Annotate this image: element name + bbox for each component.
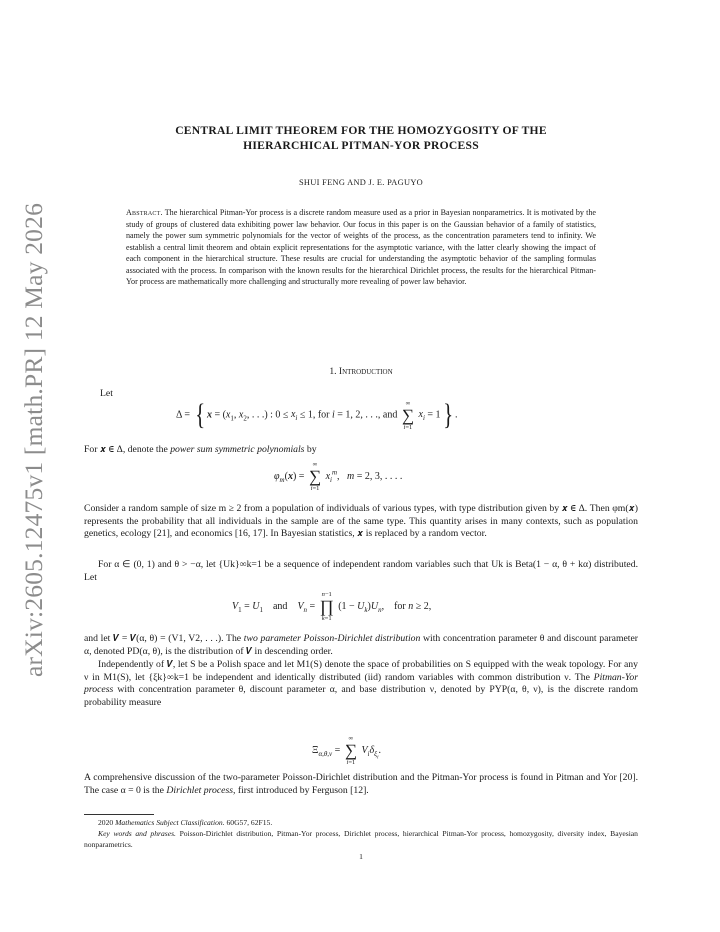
footnote-msc: 2020 Mathematics Subject Classification. 60G57, 62F15. xyxy=(98,818,273,827)
paragraph-poisson-dirichlet: and let 𝑽 = 𝑽(α, θ) = (V1, V2, . . .). The two parameter Poisson-Dirichlet distribution with concentration parameter θ and discount parameter α, denoted PD(α, θ), is the distribution of 𝑽 in descending order. xyxy=(84,633,639,657)
title-line-2: HIERARCHICAL PITMAN-YOR PROCESS xyxy=(243,139,479,152)
footnote-rule xyxy=(84,814,154,815)
paragraph-comprehensive: A comprehensive discussion of the two-parameter Poisson-Dirichlet distribution and the Pitman-Yor process is found in Pitman and Yor [20]. The case α = 0 is the Dirichlet process, first introduced by Ferguson [12]. xyxy=(84,772,638,796)
abstract-text: The hierarchical Pitman-Yor process is a discrete random measure used as a prior in Bayesian nonparametrics. It is motivated by the study of groups of clustered data exhibiting power law behavior. Our focus in this paper is on the Gaussian behavior of a family of statistics, namely the power sum symmetric polynomials for the vector of weights of the process, as the concentration parameters tend to infinity. We establish a central limit theorem and obtain explicit representations for the asymptotic variance, with the latter clearly showing the impact of each component in the hierarchical structure. These results are crucial for understanding the asymptotic behavior of the sampling formulas associated with the process. In comparison with the known results for the hierarchical Dirichlet process, the results for the hierarchical Pitman-Yor process are mathematically more challenging and structurally more revealing of power law behavior. xyxy=(126,208,596,287)
footnote-keywords: Key words and phrases. Poisson-Dirichlet distribution, Pitman-Yor process, Dirichlet process, hierarchical Pitman-Yor process, homozygosity, diversity index, Bayesian nonparametrics. xyxy=(84,829,638,849)
paper-title xyxy=(84,123,638,153)
title-line-1: CENTRAL LIMIT THEOREM FOR THE HOMOZYGOSITY OF THE xyxy=(175,124,547,137)
equation-stick-breaking: $V_1 = U_1$ and $V_n$ = n−1 ∏ k=1 $(1 - U_k)U_n$, for n ≥ 2, xyxy=(232,591,432,622)
paragraph-beta: For α ∈ (0, 1) and θ > −α, let {Uk}∞k=1 be a sequence of independent random variables such that Uk is Beta(1 − α, θ + kα) distributed. Let xyxy=(84,559,638,583)
section-number: 1. xyxy=(329,366,337,377)
equation-pitman-yor-measure: $\Xi_{\alpha,\theta,\nu}$ = ∞ ∑ i=1 $V_i\delta_{\xi_i}$. xyxy=(312,735,382,766)
abstract xyxy=(126,207,596,288)
equation-simplex: Δ = { $x = (x_1$, $x_2$, . . .) : $0 \le x_i \le 1$, for i = 1, 2, . . ., and ∞ ∑ i=1 $x_i = 1$} . xyxy=(176,398,458,431)
page-number: 1 xyxy=(359,852,363,861)
equation-power-sum: $\varphi_m(x)$ = ∞ ∑ i=1 $x_i^m$, m = 2, 3, . . . . xyxy=(274,461,403,492)
paragraph-sample: Consider a random sample of size m ≥ 2 from a population of individuals of various types, with type distribution given by 𝒙 ∈ Δ. Then φm(𝒙) represents the probability that all individuals in the sample are of the same type. This quantity arises in many contexts, such as population genetics, ecology [21], and economics [16, 17]. In Bayesian statistics, 𝒙 is replaced by a random vector. xyxy=(84,503,638,540)
authors: SHUI FENG AND J. E. PAGUYO xyxy=(298,178,424,187)
let-text: Let xyxy=(100,388,113,399)
paragraph-pitman-yor: Independently of 𝑽, let S be a Polish space and let M1(S) denote the space of probabilities on S equipped with the weak topology. For any ν in M1(S), let {ξk}∞k=1 be independent and identically distributed (iid) random variables with common distribution ν. The Pitman-Yor process with concentration parameter θ, discount parameter α, and base distribution ν, denoted by PYP(α, θ, ν), is the discrete random probability measure xyxy=(84,659,638,708)
section-title: Introduction xyxy=(338,366,393,377)
paragraph-power-sum: For 𝒙 ∈ Δ, denote the power sum symmetric polynomials by xyxy=(84,444,317,455)
arxiv-identifier: arXiv:2605.12475v1 [math.PR] 12 May 2026 xyxy=(19,202,48,678)
abstract-heading: Abstract. xyxy=(126,208,163,217)
section-heading xyxy=(84,366,638,377)
